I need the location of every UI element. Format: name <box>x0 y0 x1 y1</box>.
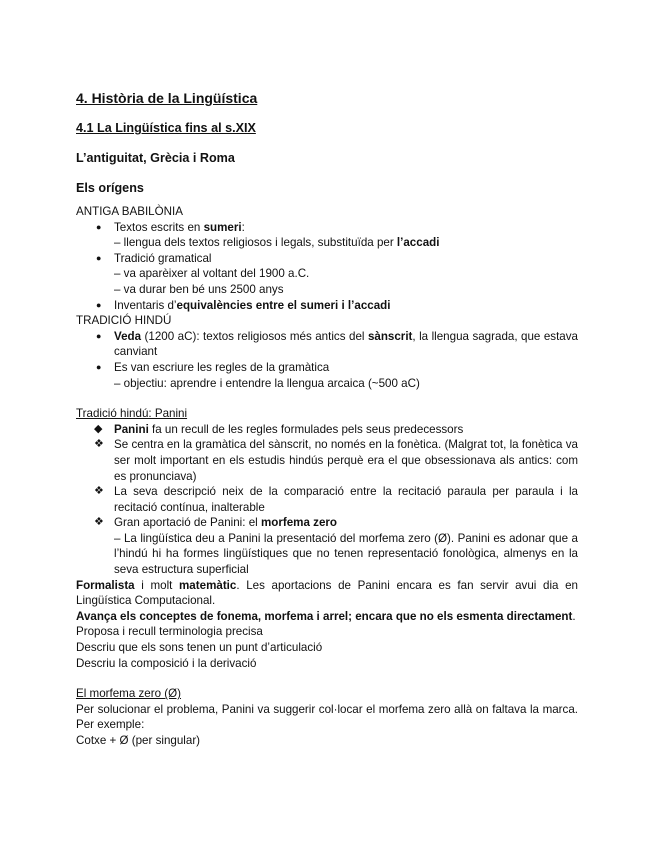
paragraph-articulation: Descriu que els sons tenen un punt d’articulació <box>76 641 323 655</box>
paragraph-terminology: Proposa i recull terminologia precisa <box>76 625 263 639</box>
list-item: ◆ Panini fa un recull de les regles formulades pels seus predecessors <box>94 422 464 436</box>
section-title: 4.1 La Lingüística fins al s.XIX <box>76 121 256 135</box>
list-item: ❖ Se centra en la gramàtica del sànscrit, no només en la fonètica. (Malgrat tot, la fonètica va ser molt important en els estudis hindús perquè era el que obsessionava als antics: com es pronunciava) <box>94 438 578 483</box>
hindu-label: TRADICIÓ HINDÚ <box>76 314 172 328</box>
bullet-dot-icon: ● <box>96 221 102 232</box>
bullet-dot-icon: ● <box>96 361 102 372</box>
babylon-label: ANTIGA BABILÒNIA <box>76 205 183 218</box>
list-item: ❖ La seva descripció neix de la comparació entre la recitació paraula per paraula i la recitació contínua, inalterable <box>94 485 578 514</box>
paragraph-formalist: Formalista i molt matemàtic. Les aportacions de Panini encara es fan servir avui dia en Lingüística Computacional. <box>76 578 578 608</box>
heading-antiquity: L’antiguitat, Grècia i Roma <box>76 151 235 165</box>
page-title: 4. Història de la Lingüística <box>76 90 258 106</box>
list-item: ● Tradició gramatical – va aparèixer al voltant del 1900 a.C. – va durar ben bé uns 2500 anys <box>96 251 310 296</box>
document-page <box>76 88 578 749</box>
bullet-diamond-icon: ◆ <box>94 422 103 435</box>
bullet-star-icon: ❖ <box>94 485 104 498</box>
list-item: ● Inventaris d’equivalències entre el sumeri i l’accadi <box>96 298 391 312</box>
bullet-star-icon: ❖ <box>94 438 104 451</box>
bullet-dot-icon: ● <box>96 330 102 341</box>
list-item: ● Textos escrits en sumeri: – llengua dels textos religiosos i legals, substituïda per l’accadi <box>96 220 440 250</box>
paragraph-concepts: Avança els conceptes de fonema, morfema i arrel; encara que no els esmenta directament. <box>76 609 576 623</box>
list-item: ❖ Gran aportació de Panini: el morfema zero – La lingüística deu a Panini la presentació del morfema zero (Ø). Panini es adonar que a l’hindú hi ha formes lingüístiques que no tenen representació fonològica, almenys en la seva estructura superficial <box>94 516 578 577</box>
zero-morpheme-heading: El morfema zero (Ø) <box>76 687 182 701</box>
bullet-dot-icon: ● <box>96 252 102 263</box>
paragraph-zero: Per solucionar el problema, Panini va suggerir col·locar el morfema zero allà on faltava la marca. Per exemple: <box>76 702 578 732</box>
list-item: ● Es van escriure les regles de la gramàtica – objectiu: aprendre i entendre la llengua arcaica (~500 aC) <box>96 360 420 390</box>
panini-heading: Tradició hindú: Panini <box>76 407 188 421</box>
bullet-star-icon: ❖ <box>94 516 104 529</box>
paragraph-example: Cotxe + Ø (per singular) <box>76 734 201 747</box>
heading-origins: Els orígens <box>76 181 144 195</box>
paragraph-composition: Descriu la composició i la derivació <box>76 656 257 670</box>
bullet-dot-icon: ● <box>96 299 102 310</box>
list-item: ● Veda (1200 aC): textos religiosos més antics del sànscrit, la llengua sagrada, que estava canviant <box>96 329 578 359</box>
